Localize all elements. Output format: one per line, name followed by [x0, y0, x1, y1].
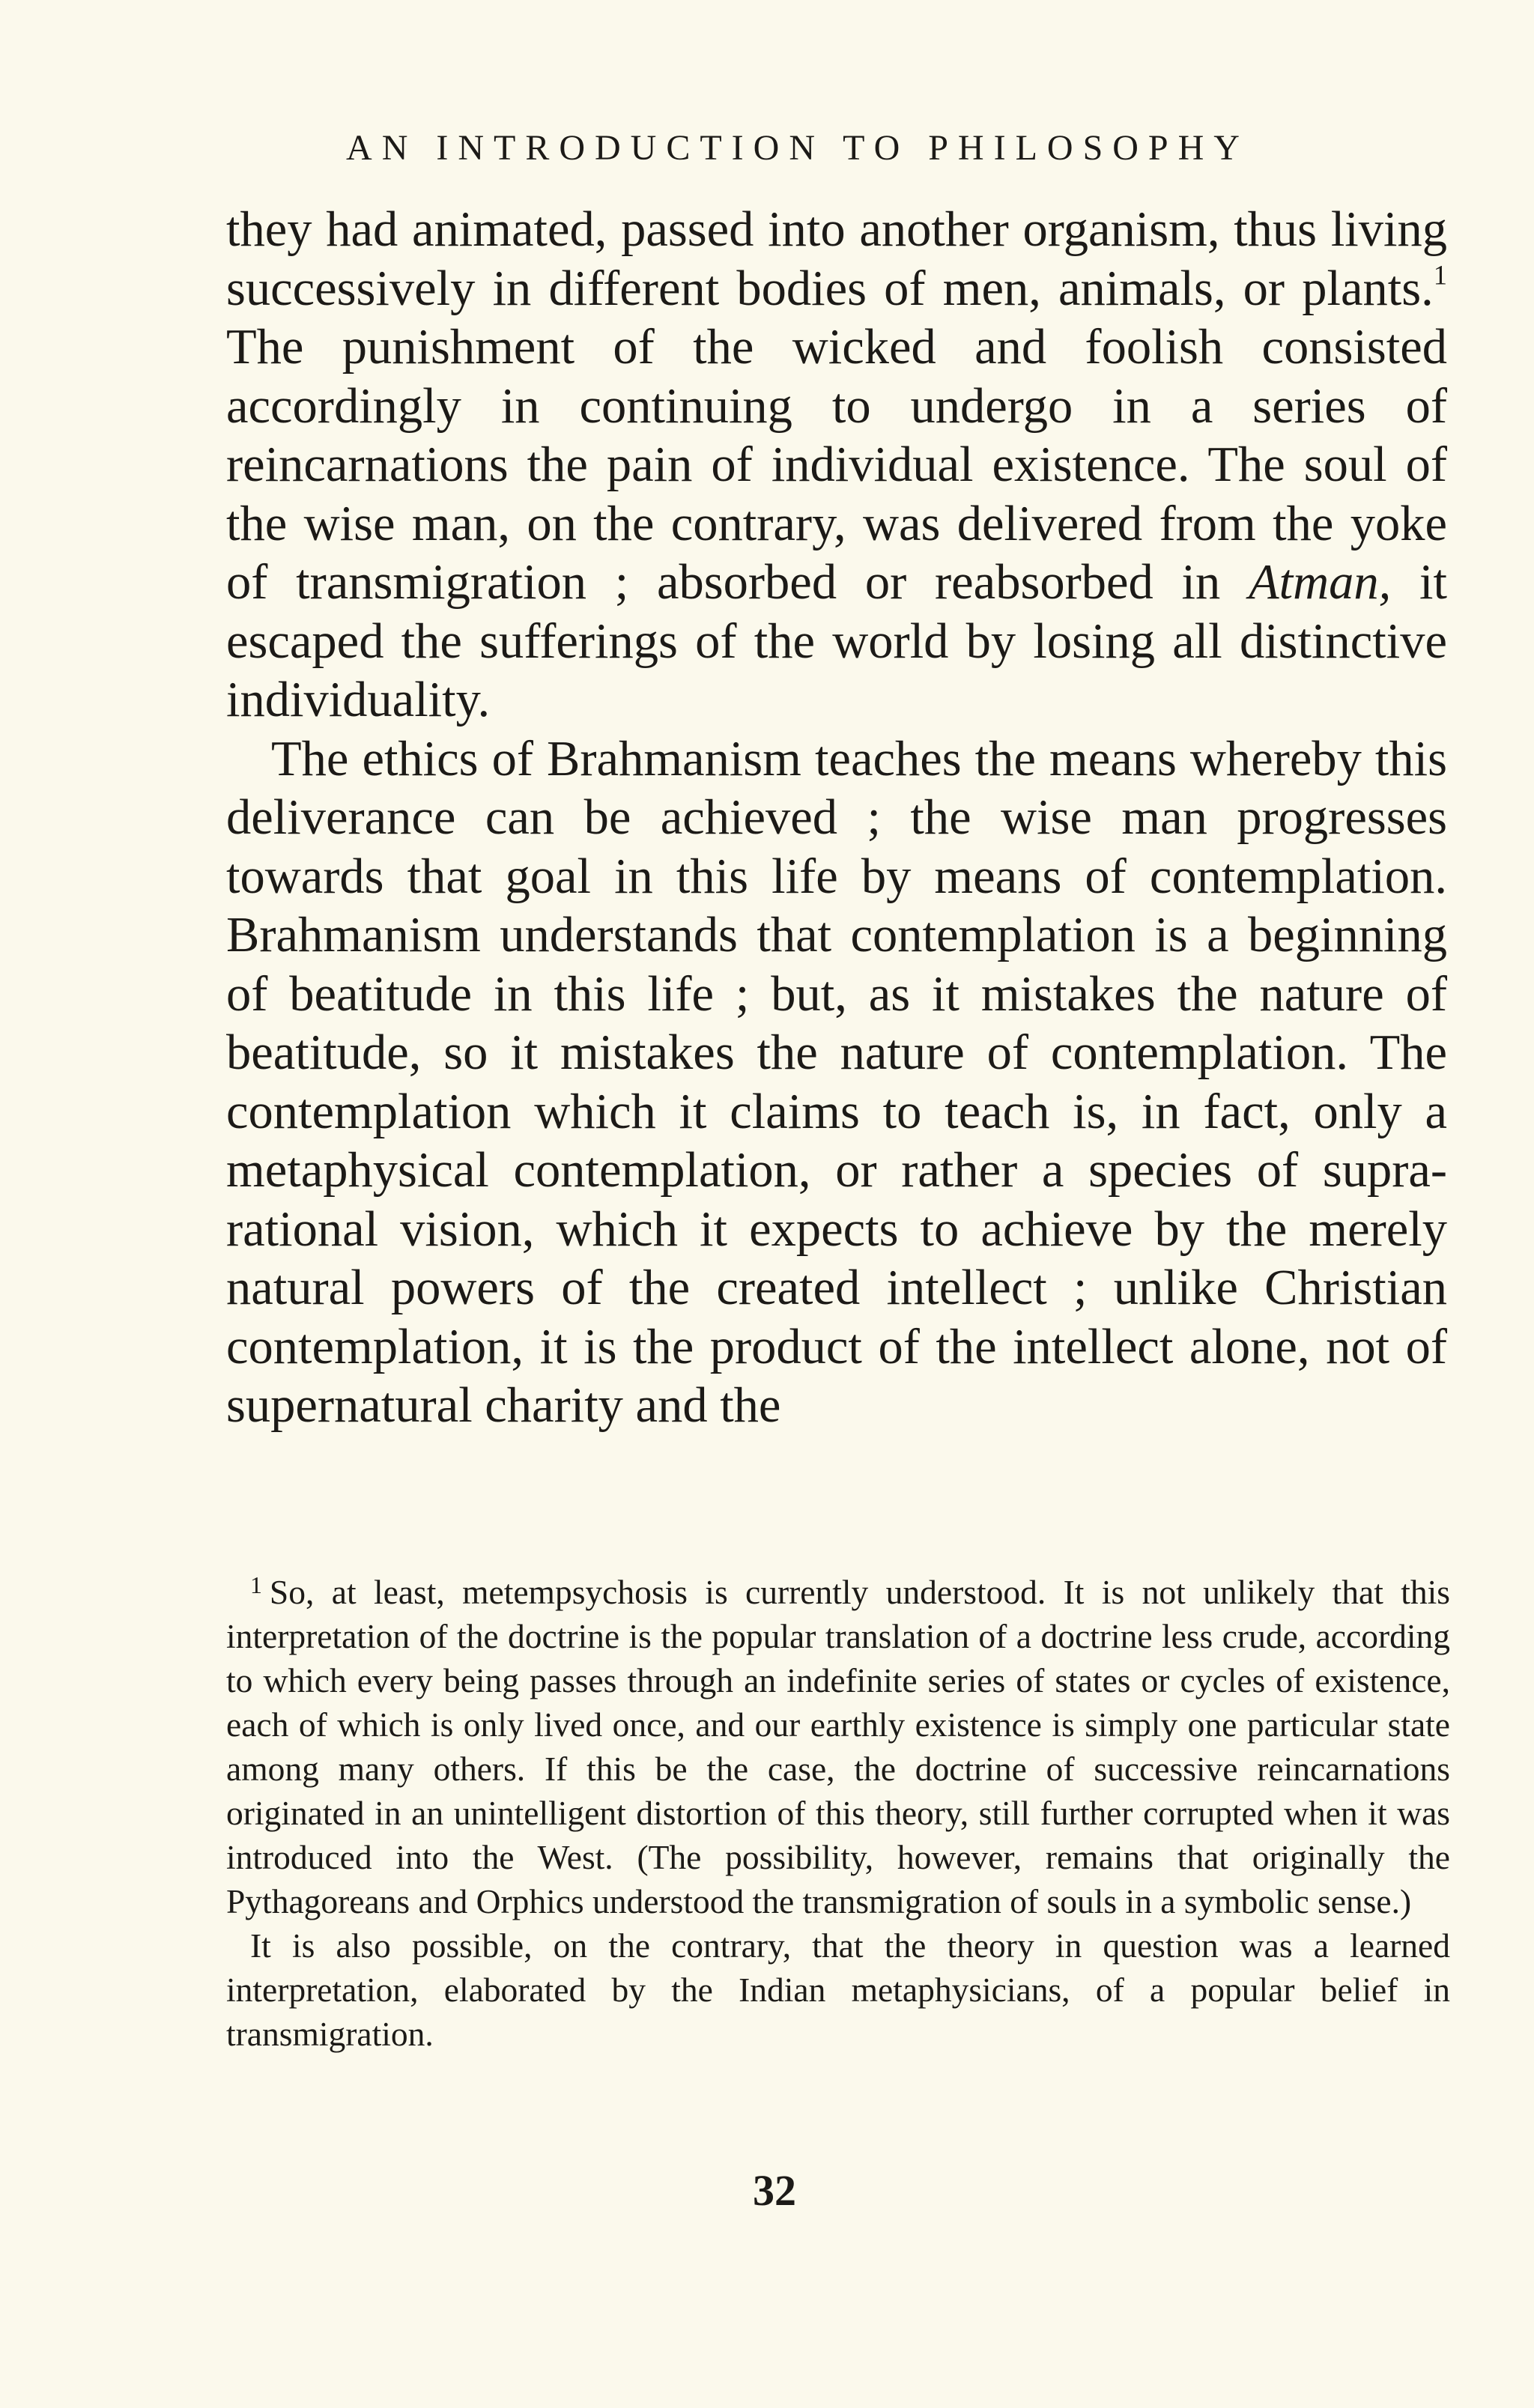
- footnote-1-text: So, at least, metempsychosis is currently understood. It is not unlikely that this interpretation of the doctrine is the popular translation of a doctrine less crude, according to which every being passes through an indefinite series of states or cycles of existence, each of which is only lived once, and our earthly existence is simply one particular state among many others. If this be the case, the doctrine of successive reincarnations originated in an unintelligent distortion of this theory, still further corrupted when it was introduced into the West. (The possibility, however, remains that originally the Pythagoreans and Orphics understood the transmigration of souls in a symbolic sense.): [226, 1573, 1450, 1920]
- paragraph-1-text-b: The punishment of the wicked and foolish consisted accordingly in continuing to undergo in a series of reincarnations the pain of individual existence. The soul of the wise man, on the contrary, was delivered from the yoke of transmigration ; absorbed or reabsorbed in: [226, 320, 1447, 610]
- footnote-1-continuation: It is also possible, on the contrary, that the theory in question was a learned interpretation, elaborated by the Indian metaphysicians, of a popular belief in transmigration.: [226, 1926, 1450, 2053]
- paragraph-1-text-a: they had animated, passed into another organism, thus living successively in different bodies of men, animals, or plants.: [226, 202, 1447, 316]
- italic-term: Atman,: [1249, 555, 1392, 610]
- paragraph-1: [226, 201, 1447, 730]
- paragraph-2: The ethics of Brahmanism teaches the means whereby this deliverance can be achieved ; the wise man progresses towards that goal in this life by means of contemplation. Brahmanism understands that contemplation is a beginning of beatitude in this life ; but, as it mistakes the nature of beatitude, so it mistakes the nature of contemplation. The contemplation which it claims to teach is, in fact, only a metaphysical contemplation, or rather a species of supra-rational vision, which it expects to achieve by the merely natural powers of the created intellect ; unlike Christian contemplation, it is the product of the intellect alone, not of supernatural charity and the: [226, 731, 1447, 1433]
- footnote-mark: 1: [250, 1571, 262, 1598]
- footnotes: [226, 1570, 1450, 2056]
- paragraph-1-text-c: it escaped the sufferings of the world by losing all distinctive individuality.: [226, 555, 1447, 727]
- footnote-1: [226, 1570, 1450, 1923]
- main-text: [226, 201, 1447, 1436]
- page-number: 32: [753, 2166, 796, 2215]
- footnote-reference: 1: [1433, 259, 1447, 291]
- running-head: AN INTRODUCTION TO PHILOSOPHY: [346, 128, 1249, 168]
